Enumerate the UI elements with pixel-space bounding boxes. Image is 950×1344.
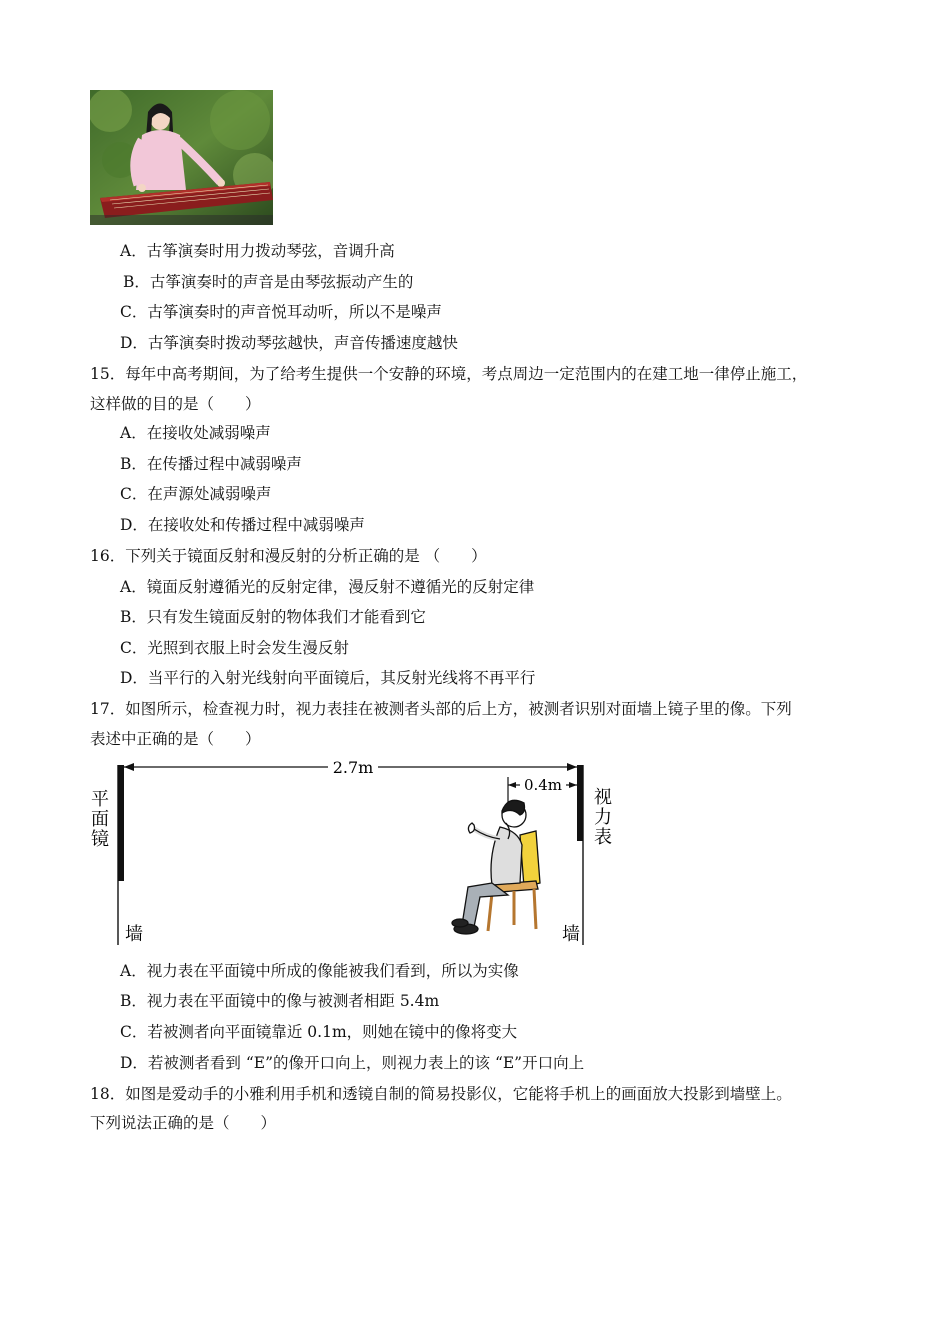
q14-option-c: C．古筝演奏时的声音悦耳动听，所以不是噪声 [120, 303, 442, 321]
q16-option-c: C．光照到衣服上时会发生漫反射 [120, 639, 349, 657]
q14-option-d: D．古筝演奏时拨动琴弦越快，声音传播速度越快 [120, 334, 458, 352]
q17-option-d: D．若被测者看到 “E”的像开口向上，则视力表上的该 “E”开口向上 [120, 1054, 585, 1072]
eye-chart [577, 765, 583, 841]
q16-stem: 16．下列关于镜面反射和漫反射的分析正确的是 （ ） [90, 547, 487, 565]
q17-option-c: C．若被测者向平面镜靠近 0.1m，则她在镜中的像将变大 [120, 1023, 518, 1041]
q17-stem: 17．如图所示，检查视力时，视力表挂在被测者头部的后上方，被测者识别对面墙上镜子里的像。下列 [90, 700, 792, 718]
mirror-label-3: 镜 [91, 829, 109, 850]
distance-short-label: 0.4m [523, 776, 563, 794]
left-wall-label: 墙 [125, 924, 143, 945]
q14-option-b: B．古筝演奏时的声音是由琴弦振动产生的 [123, 273, 414, 291]
q14-option-a: A．古筝演奏时用力拨动琴弦，音调升高 [120, 242, 395, 260]
guzheng-photo [90, 90, 273, 225]
q16-option-a: A．镜面反射遵循光的反射定律，漫反射不遵循光的反射定律 [120, 578, 535, 596]
right-wall-label: 墙 [562, 924, 580, 945]
q15-stem-cont: 这样做的目的是（ ） [90, 395, 261, 413]
q18-stem-cont: 下列说法正确的是（ ） [90, 1114, 277, 1132]
mirror-label-1: 平 [91, 789, 109, 810]
q15-option-a: A．在接收处减弱噪声 [120, 424, 271, 442]
q17-option-a: A．视力表在平面镜中所成的像能被我们看到，所以为实像 [120, 962, 519, 980]
eye-test-diagram [88, 755, 628, 955]
plane-mirror [118, 765, 124, 881]
chart-label-3: 表 [594, 827, 612, 848]
q15-stem: 15．每年中高考期间，为了给考生提供一个安静的环境，考点周边一定范围内的在建工地一律停止施工， [90, 365, 808, 383]
q17-stem-cont: 表述中正确的是（ ） [90, 730, 261, 748]
distance-total-label: 2.7m [332, 758, 374, 777]
q16-option-b: B．只有发生镜面反射的物体我们才能看到它 [120, 608, 426, 626]
mirror-label-2: 面 [91, 809, 109, 830]
chart-label-2: 力 [594, 807, 612, 828]
chart-label-1: 视 [594, 787, 612, 808]
seated-person [452, 800, 540, 934]
q15-option-c: C．在声源处减弱噪声 [120, 485, 272, 503]
q16-option-d: D．当平行的入射光线射向平面镜后，其反射光线将不再平行 [120, 669, 536, 687]
q15-option-d: D．在接收处和传播过程中减弱噪声 [120, 516, 365, 534]
q17-option-b: B．视力表在平面镜中的像与被测者相距 5.4m [120, 992, 440, 1010]
q15-option-b: B．在传播过程中减弱噪声 [120, 455, 302, 473]
q18-stem: 18．如图是爱动手的小雅利用手机和透镜自制的简易投影仪，它能将手机上的画面放大投影到墙壁上。 [90, 1085, 792, 1103]
